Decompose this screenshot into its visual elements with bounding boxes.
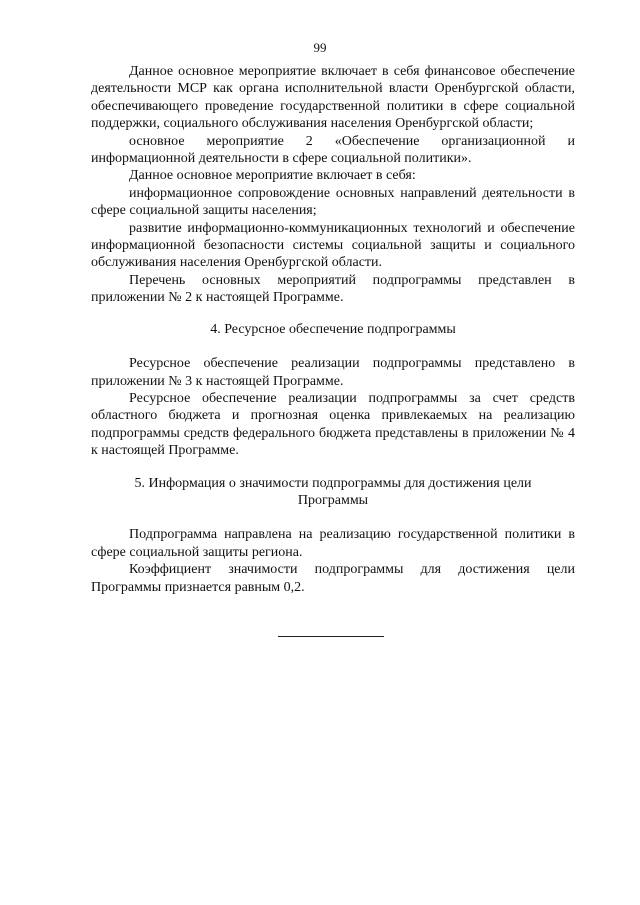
paragraph: основное мероприятие 2 «Обеспечение организационной и информационной деятельности в сфере социальной политики».	[91, 133, 575, 167]
paragraph: информационное сопровождение основных направлений деятельности в сфере социальной защиты населения;	[91, 185, 575, 219]
paragraph: Ресурсное обеспечение реализации подпрограммы представлено в приложении № 3 к настоящей Программе.	[91, 356, 575, 389]
page-number: 99	[313, 40, 327, 55]
paragraph: Данное основное мероприятие включает в себя:	[129, 168, 416, 184]
section-heading-4: 4. Ресурсное обеспечение подпрограммы	[210, 321, 456, 337]
paragraph: Коэффициент значимости подпрограммы для достижения цели Программы признается равным 0,2.	[91, 562, 575, 595]
paragraph: Данное основное мероприятие включает в себя финансовое обеспечение деятельности МСР как органа исполнительной власти Оренбургской области, обеспечивающего проведение государственной политики в сфере социальной поддержки, социального обслуживания населения Оренбургской области;	[91, 64, 575, 132]
section-heading-5: 5. Информация о значимости подпрограммы для достижения цели Программы	[134, 475, 532, 508]
paragraph: развитие информационно-коммуникационных технологий и обеспечение информационной безопасности системы социальной защиты и социального обслуживания населения Оренбургской области.	[91, 220, 575, 271]
page-body	[91, 63, 575, 596]
end-of-section-rule	[278, 636, 384, 637]
paragraph: Ресурсное обеспечение реализации подпрограммы за счет средств областного бюджета и прогнозная оценка привлекаемых на реализацию подпрограммы средств федерального бюджета представлены в приложении № 4 к настоящей Программе.	[91, 390, 575, 459]
paragraph: Подпрограмма направлена на реализацию государственной политики в сфере социальной защиты региона.	[91, 527, 575, 560]
paragraph: Перечень основных мероприятий подпрограммы представлен в приложении № 2 к настоящей Программе.	[91, 272, 575, 306]
